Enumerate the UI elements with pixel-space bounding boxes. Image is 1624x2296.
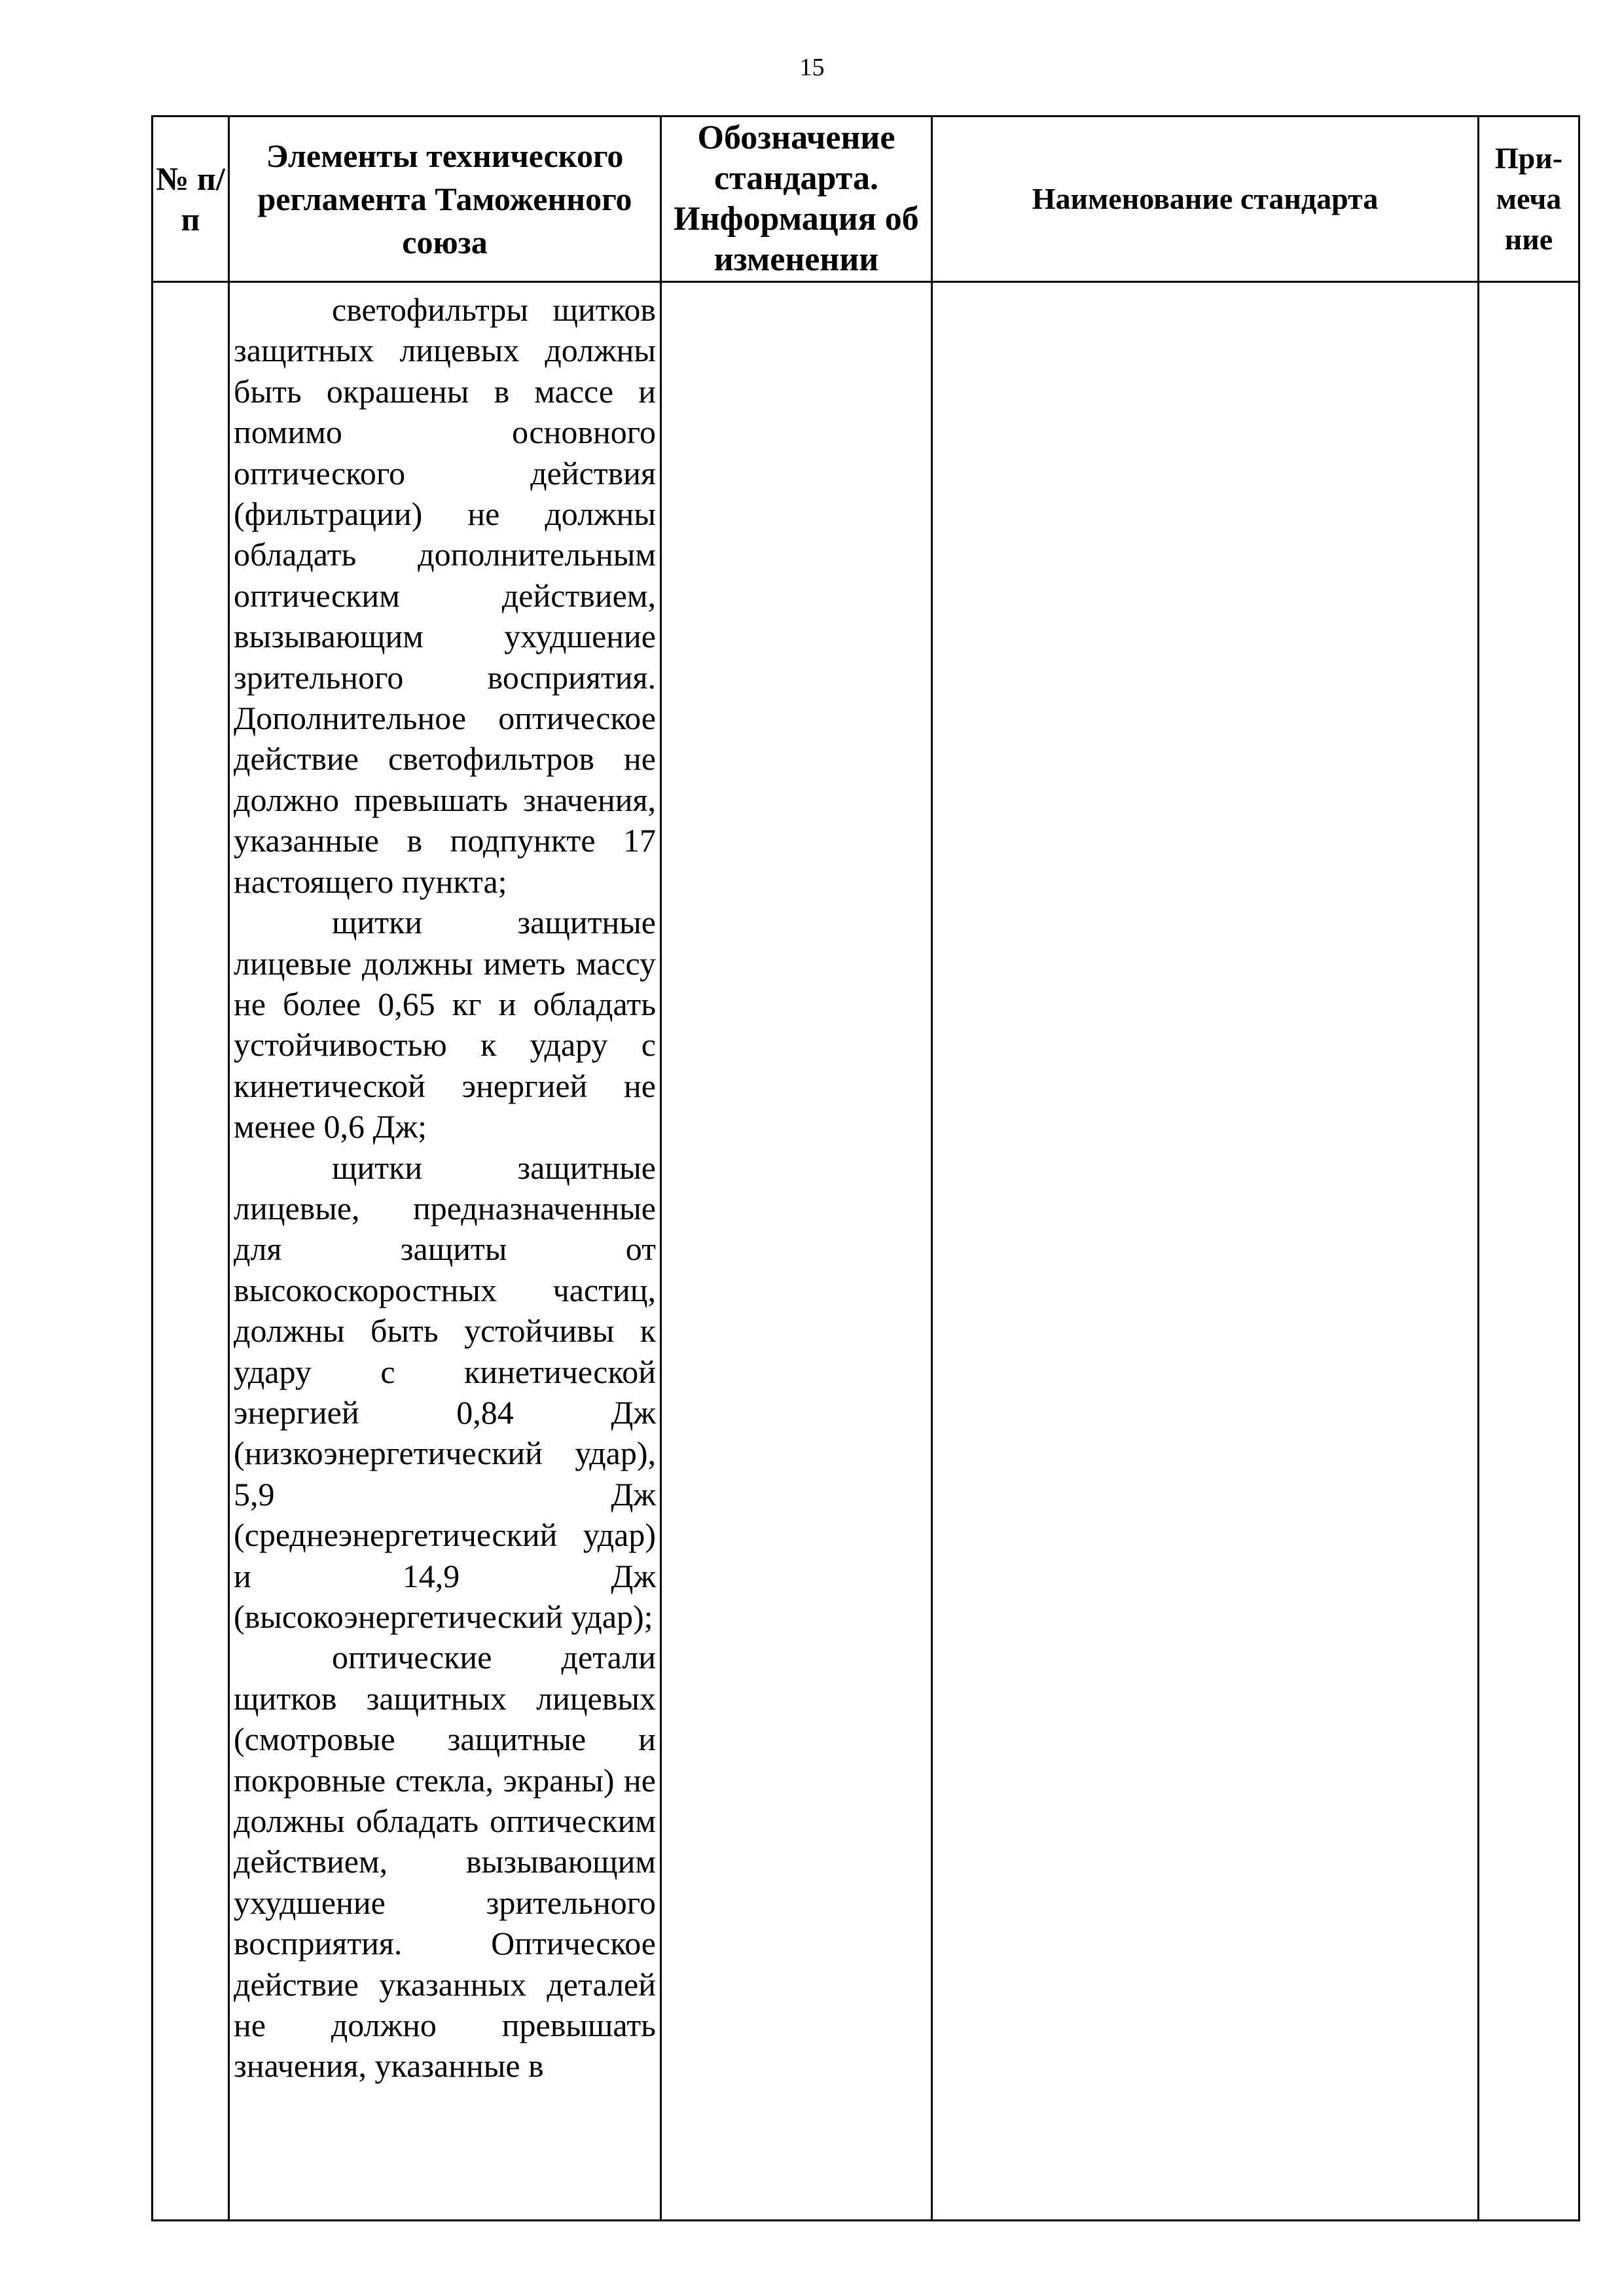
header-standard-name: Наименование стандарта bbox=[932, 117, 1479, 282]
header-elements: Элементы технического регламента Таможенного союза bbox=[229, 117, 661, 282]
elements-text bbox=[230, 283, 660, 2087]
cell-note bbox=[1479, 282, 1579, 2221]
paragraph: оптические детали щитков защитных лицевых (смотровые защитные и покровные стекла, экраны) не должны обладать оптическим действием, вызывающим ухудшение зрительного восприятия. Оптическое действие указанных деталей не должно превышать значения, указанные в bbox=[234, 1639, 656, 2085]
table-header-row bbox=[153, 117, 1579, 282]
header-number: № п/п bbox=[153, 117, 229, 282]
paragraph: щитки защитные лицевые должны иметь массу не более 0,65 кг и обладать устойчивостью к удару с кинетической энергией не менее 0,6 Дж; bbox=[234, 904, 656, 1145]
cell-number bbox=[153, 282, 229, 2221]
cell-standard-name bbox=[932, 282, 1479, 2221]
paragraph: щитки защитные лицевые, предназначенные для защиты от высокоскоростных частиц, должны быть устойчивы к удару с кинетической энергией 0,84 Дж (низкоэнергетический удар), 5,9 Дж (среднеэнергетический удар) и 14,9 Дж (высокоэнергетический удар); bbox=[234, 1149, 656, 1635]
header-note-label: При-меча ние bbox=[1494, 141, 1563, 256]
header-designation: Обозначение стандарта. Информация об изменении bbox=[661, 117, 932, 282]
paragraph: светофильтры щитков защитных лицевых должны быть окрашены в массе и помимо основного оптического действия (фильтрации) не должны обладать дополнительным оптическим действием, вызывающим ухудшение зрительного восприятия. Дополнительное оптическое действие светофильтров не должно превышать значения, указанные в подпункте 17 настоящего пункта; bbox=[234, 291, 656, 900]
page-number: 15 bbox=[799, 54, 825, 81]
header-note bbox=[1479, 117, 1579, 282]
cell-elements bbox=[229, 282, 661, 2221]
standards-table bbox=[151, 115, 1580, 2221]
table-row bbox=[153, 282, 1579, 2221]
cell-designation bbox=[661, 282, 932, 2221]
